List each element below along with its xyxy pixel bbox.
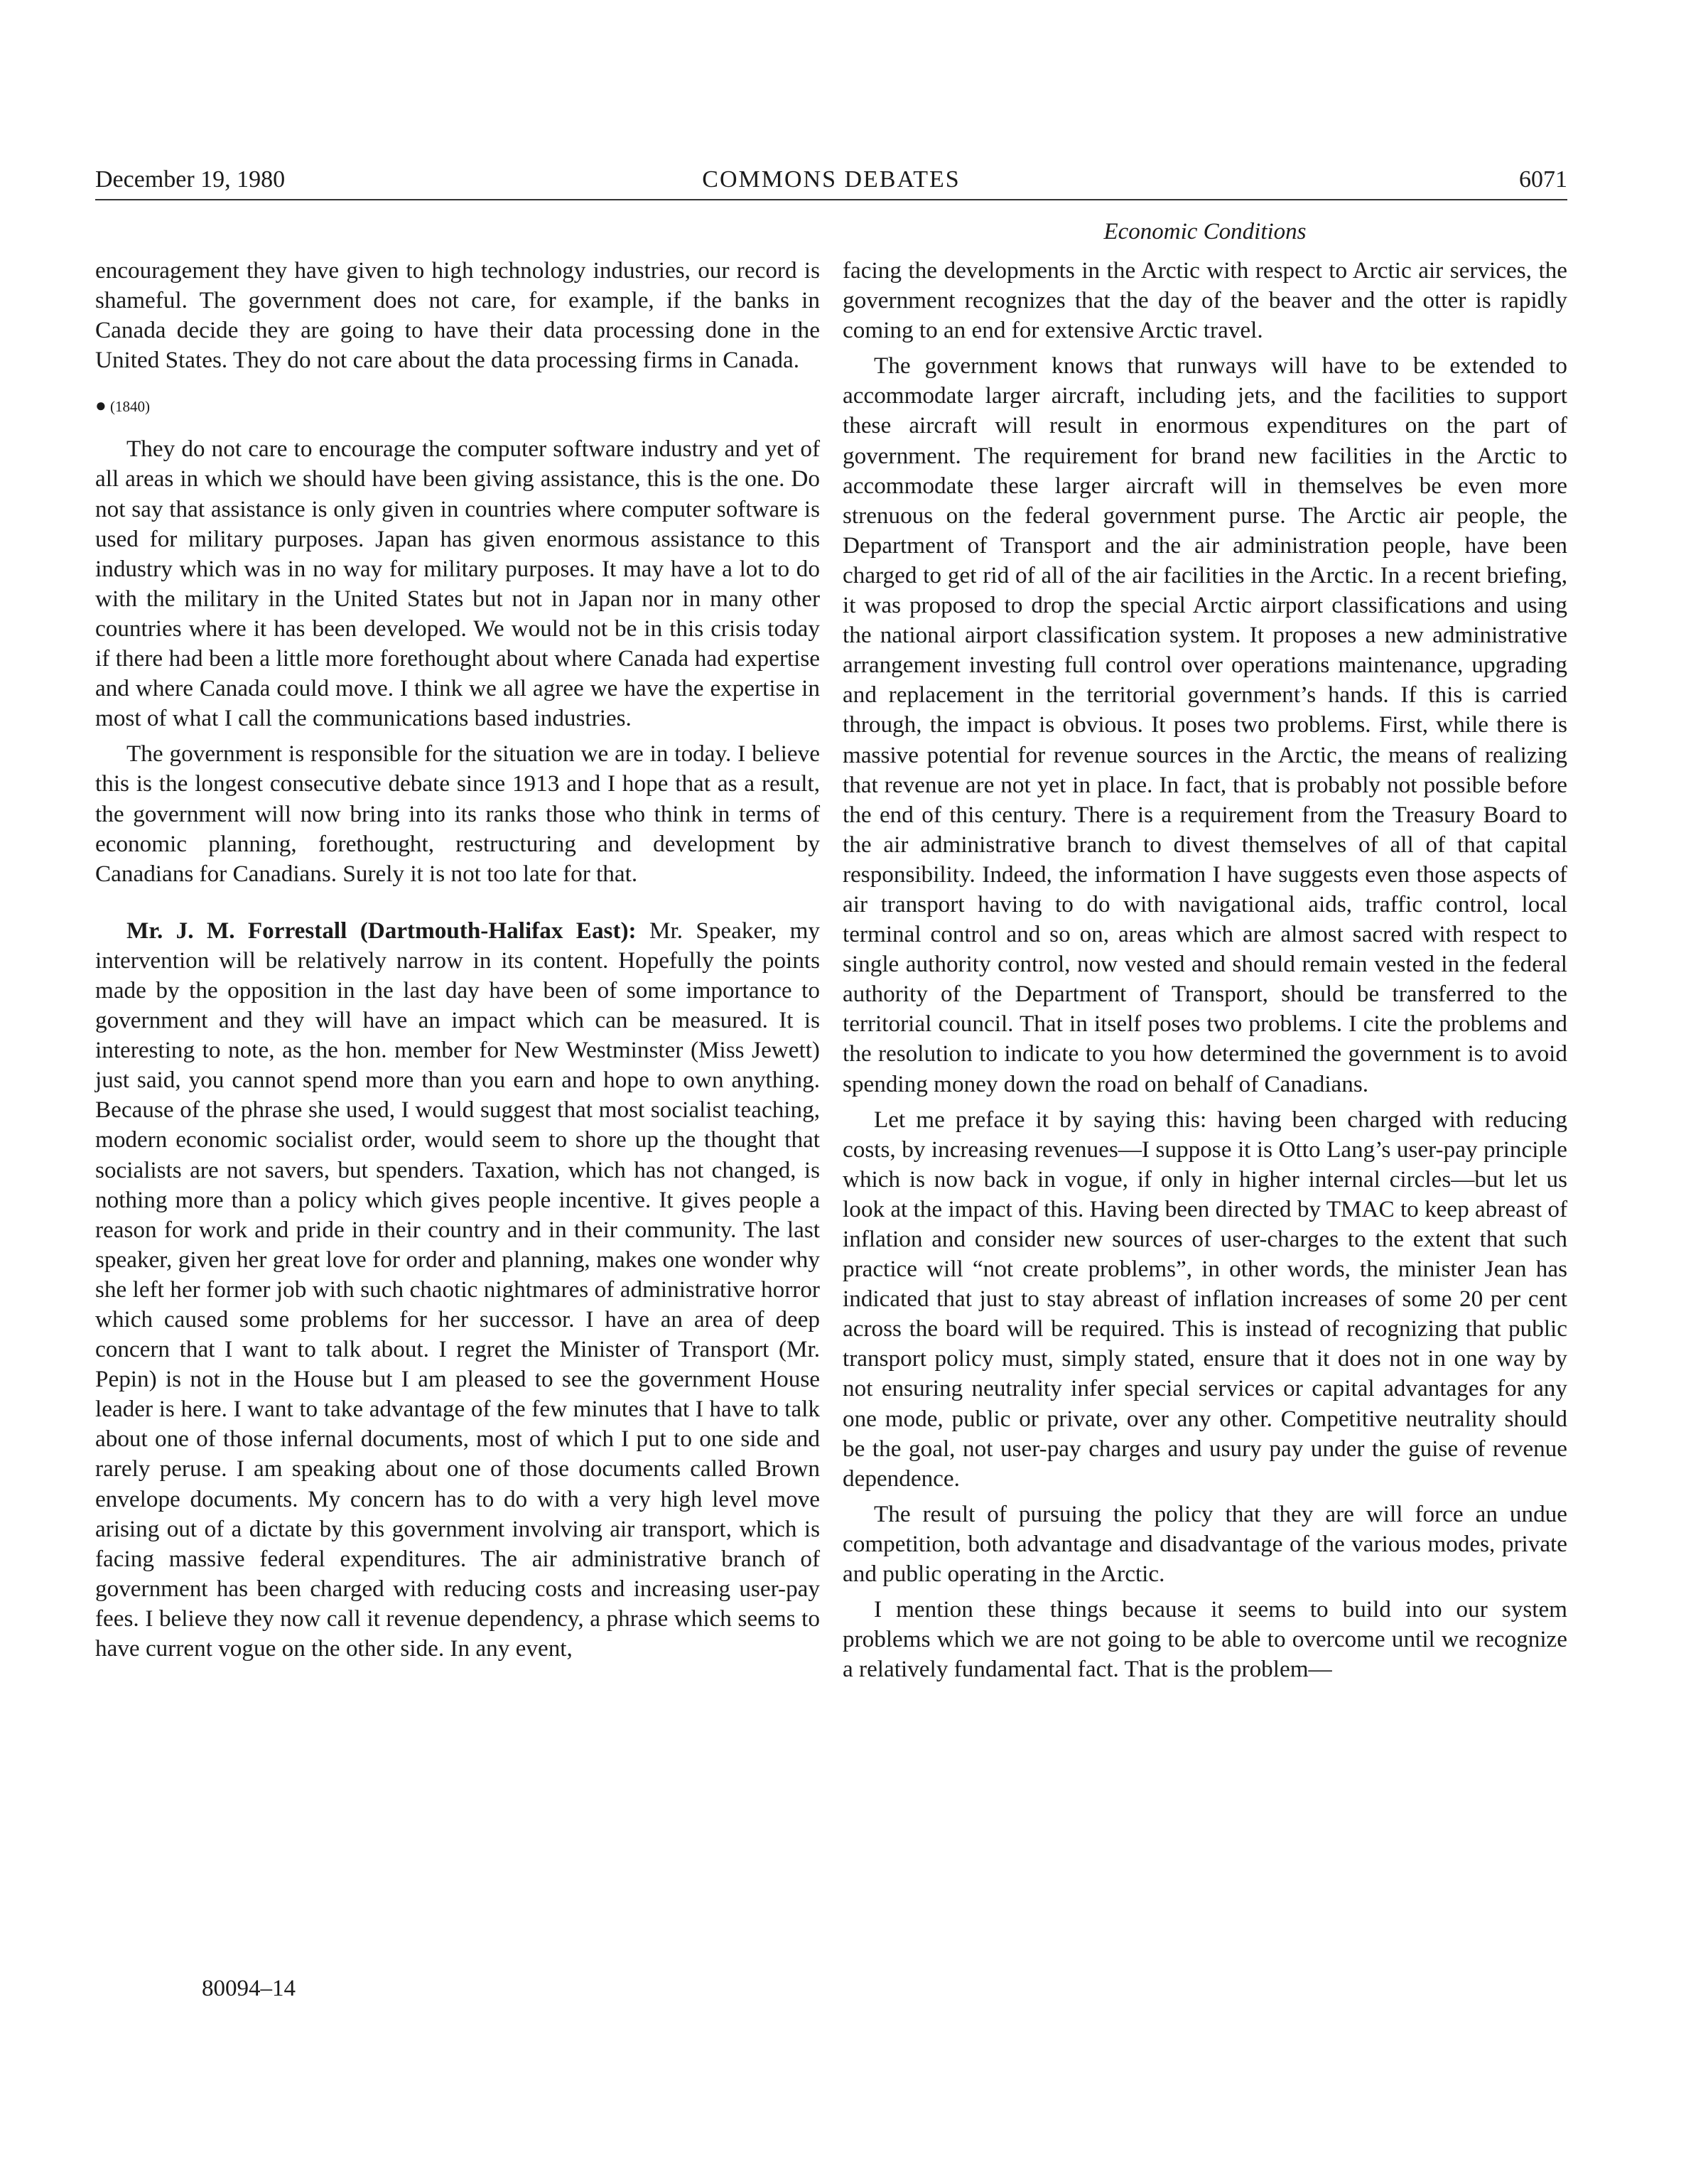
speaker-name: Mr. J. M. Forrestall (Dartmouth-Halifax East): [126,917,637,944]
left-column [95,256,820,1664]
time-marker-text: (1840) [109,398,150,416]
footer-code: 80094–14 [202,1976,296,2001]
header-title: COMMONS DEBATES [702,166,961,193]
right-paragraph-2: The government knows that runways will have to be extended to accommodate larger aircraft, including jets, and the facilities to support these aircraft will result in enormous expenditures on the part of government. The requirement for brand new facilities in the Arctic to accommodate these larger aircraft will in themselves be even more strenuous on the federal government purse. The Arctic air people, the Department of Transport and the air administration people, have been charged to get rid of all of the air facilities in the Arctic. In a recent briefing, it was proposed to drop the special Arctic airport classifications and using the national airport classification system. It proposes a new administrative arrangement investing full control over operations maintenance, upgrading and replacement in the territorial government’s hands. If this is carried through, the impact is obvious. It poses two problems. First, while there is massive potential for revenue sources in the Arctic, the means of realizing that revenue are not yet in place. In fact, that is probably not possible before the end of this century. There is a requirement from the Treasury Board to the air administrative branch to divest themselves of all of that capital responsibility. Indeed, the information I have suggests even those aspects of air transport having to do with navigational aids, traffic control, local terminal control and so on, areas which are almost sacred with respect to single authority control, now vested and should remain vested in the federal authority of the Department of Transport, should be transferred to the territorial council. That in itself poses two problems. I cite the problems and the resolution to indicate to you how determined the government is to avoid spending money down the road on behalf of Canadians. [843,352,1567,1097]
header-date: December 19, 1980 [95,166,286,193]
right-paragraph-4: The result of pursuing the policy that they are will force an undue competition, both advantage and disadvantage of the various modes, private and public operating in the Arctic. [843,1500,1567,1588]
left-paragraph-1: encouragement they have given to high technology industries, our record is shameful. The government does not care, for example, if the banks in Canada decide they are going to have their data processing done in the United States. They do not care about the data processing firms in Canada. [95,257,820,374]
right-paragraph-1: facing the developments in the Arctic with respect to Arctic air services, the government recognizes that the day of the beaver and the otter is rapidly coming to an end for extensive Arctic travel. [843,257,1567,344]
time-marker [95,395,820,417]
subject-heading: Economic Conditions [1103,219,1307,244]
left-paragraph-4 [95,916,820,1664]
right-column [843,256,1567,1684]
bullet-icon: ● [95,395,107,416]
right-paragraph-5: I mention these things because it seems to build into our system problems which we are not going to be able to overcome until we recognize a relatively fundamental fact. That is the problem— [843,1596,1567,1683]
right-paragraph-3: Let me preface it by saying this: having been charged with reducing costs, by increasing revenues—I suppose it is Otto Lang’s user-pay principle which is now back in vogue, if only in higher internal circles—but let us look at the impact of this. Having been directed by TMAC to keep abreast of inflation and consider new sources of user-charges to the extent that such practice will “not create problems”, in other words, the minister Jean has indicated that just to stay abreast of inflation increases of some 20 per cent across the board will be required. This is instead of recognizing that public transport policy must, simply stated, ensure that it does not in one way by not ensuring neutrality infer special services or capital advantages for any one mode, public or private, over any other. Competitive neutrality should be the goal, not user-pay charges and usury pay under the guise of revenue dependence. [843,1106,1567,1492]
left-paragraph-3: The government is responsible for the situation we are in today. I believe this is the longest consecutive debate since 1913 and I hope that as a result, the government will now bring into its ranks those who think in terms of economic planning, forethought, restructuring and development by Canadians for Canadians. Surely it is not too late for that. [95,741,820,887]
speech-text: Mr. Speaker, my intervention will be relatively narrow in its content. Hopefully the points made by the opposition in the last day have been of some importance to government and they will have an impact which can be measured. It is interesting to note, as the hon. member for New Westminster (Miss Jewett) just said, you cannot spend more than you earn and hope to own anything. Because of the phrase she used, I would suggest that most socialist teaching, modern economic socialist order, would seem to shore up the thought that socialists are not savers, but spenders. Taxation, which has not changed, is nothing more than a policy which gives people incentive. It gives people a reason for work and pride in their country and in their community. The last speaker, given her great love for order and planning, makes one wonder why she left her former job with such chaotic nightmares of administrative horror which caused some problems for her successor. I have an area of deep concern that I want to talk about. I regret the Minister of Transport (Mr. Pepin) is not in the House but I am pleased to see the government House leader is here. I want to take advantage of the few minutes that I have to talk about one of those infernal documents, most of which I put to one side and rarely peruse. I am speaking about one of those documents called Brown envelope documents. My concern has to do with a very high level move arising out of a dictate by this government involving air transport, which is facing massive federal expenditures. The air administrative branch of government has been charged with reducing costs and increasing user-pay fees. I believe they now call it revenue dependency, a phrase which seems to have current vogue on the other side. In any event, [95,917,820,1662]
left-paragraph-2: They do not care to encourage the computer software industry and yet of all areas in which we should have been giving assistance, this is the one. Do not say that assistance is only given in countries where computer software is used for military purposes. Japan has given enormous assistance to this industry which was in no way for military purposes. It may have a lot to do with the military in the United States but not in Japan nor in many other countries where it has been developed. We would not be in this crisis today if there had been a little more forethought about where Canada had expertise and where Canada could move. I think we all agree we have the expertise in most of what I call the communications based industries. [95,436,820,732]
header-rule [95,199,1567,200]
running-header [95,162,1567,198]
page-number: 6071 [1519,166,1567,193]
